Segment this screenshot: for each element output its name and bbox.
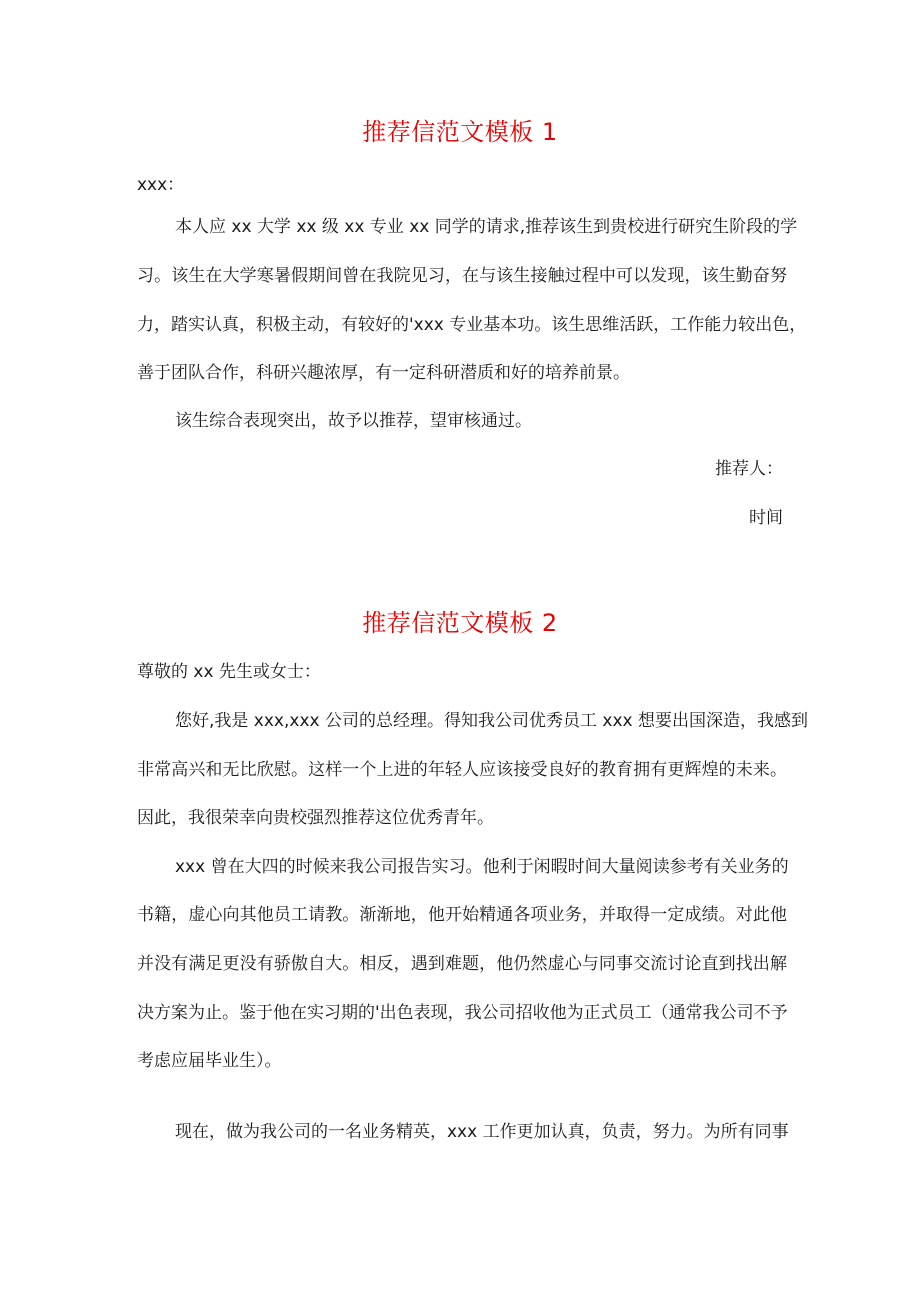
letter1-title: 推荐信范文模板 1 (362, 118, 558, 146)
letter1-paragraph1-line: 力，踏实认真，积极主动，有较好的'xxx 专业基本功。该生思维活跃，工作能力较出色， (137, 315, 807, 335)
letter1-paragraph1-line: 善于团队合作，科研兴趣浓厚，有一定科研潜质和好的培养前景。 (137, 363, 630, 383)
letter1-paragraph2: 该生综合表现突出，故予以推荐，望审核通过。 (175, 411, 532, 431)
letter1-recommender: 推荐人： (715, 459, 783, 479)
letter2-paragraph3-line: 现在，做为我公司的一名业务精英，xxx 工作更加认真，负责，努力。为所有同事 (175, 1122, 789, 1142)
letter2-paragraph2-line: 书籍，虚心向其他员工请教。渐渐地，他开始精通各项业务，并取得一定成绩。对此他 (137, 905, 787, 925)
letter1-paragraph1-line: 本人应 xx 大学 xx 级 xx 专业 xx 同学的请求,推荐该生到贵校进行研究生阶段的学 (175, 217, 798, 237)
letter2-paragraph1-line: 非常高兴和无比欣慰。这样一个上进的年轻人应该接受良好的教育拥有更辉煌的未来。 (137, 760, 787, 780)
letter1-salutation: xxx： (137, 175, 185, 195)
letter2-title: 推荐信范文模板 2 (362, 609, 558, 637)
letter2-salutation: 尊敬的 xx 先生或女士： (137, 662, 321, 682)
letter2-paragraph2-line: 决方案为止。鉴于他在实习期的'出色表现，我公司招收他为正式员工（通常我公司不予 (137, 1003, 788, 1023)
letter1-paragraph1-line: 习。该生在大学寒暑假期间曾在我院见习，在与该生接触过程中可以发现，该生勤奋努 (137, 266, 787, 286)
letter2-paragraph2-line: xxx 曾在大四的时候来我公司报告实习。他利于闲暇时间大量阅读参考有关业务的 (175, 857, 789, 877)
letter2-paragraph2-line: 考虑应届毕业生）。 (137, 1051, 282, 1071)
letter2-paragraph1-line: 您好,我是 xxx,xxx 公司的总经理。得知我公司优秀员工 xxx 想要出国深造，我感到 (175, 711, 808, 731)
letter2-paragraph2-line: 并没有满足更没有骄傲自大。相反，遇到难题，他仍然虚心与同事交流讨论直到找出解 (137, 954, 787, 974)
letter1-time: 时间 (749, 508, 783, 528)
letter2-paragraph1-line: 因此，我很荣幸向贵校强烈推荐这位优秀青年。 (137, 808, 494, 828)
